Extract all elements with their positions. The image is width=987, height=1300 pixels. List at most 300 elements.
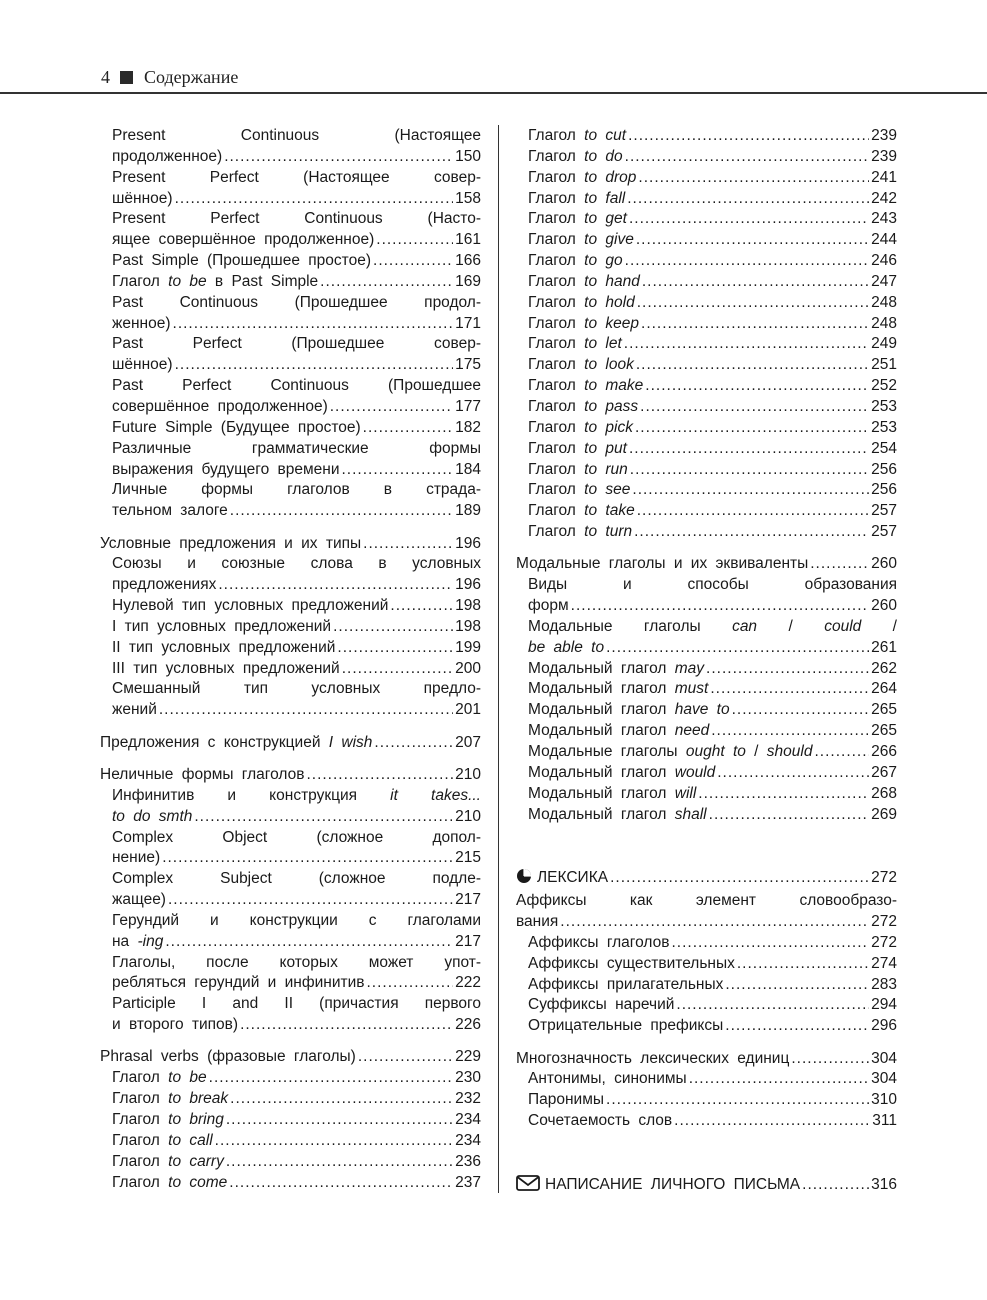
toc-entry-title: Глагол to give	[528, 231, 634, 249]
toc-entry-title: Глагол to let	[528, 335, 622, 353]
toc-entry-title: женное)	[112, 314, 171, 332]
toc-subentry[interactable]	[100, 679, 481, 721]
dot-leader	[638, 168, 869, 189]
dot-leader	[159, 700, 453, 721]
spacer	[516, 1132, 897, 1175]
toc-entry-title: Глагол to look	[528, 356, 634, 374]
dot-leader	[674, 1111, 870, 1132]
toc-subentry[interactable]	[100, 209, 481, 251]
toc-subentry[interactable]	[516, 501, 897, 522]
toc-page-number: 166	[455, 252, 481, 270]
toc-subentry[interactable]	[516, 784, 897, 805]
toc-page-number: 169	[455, 272, 481, 290]
toc-page-number: 161	[455, 231, 481, 249]
toc-subentry[interactable]	[516, 1111, 897, 1132]
toc-entry-title: жащее)	[112, 891, 166, 909]
toc-subentry[interactable]	[100, 251, 481, 272]
dot-leader	[737, 954, 869, 975]
toc-page-number: 236	[455, 1152, 481, 1170]
toc-entry-title: Глагол to be	[112, 1069, 207, 1087]
toc-subentry[interactable]	[516, 293, 897, 314]
dot-leader	[363, 418, 453, 439]
dot-leader	[717, 763, 869, 784]
toc-subentry[interactable]	[100, 418, 481, 439]
toc-page-number: 241	[871, 168, 897, 186]
toc-subentry[interactable]	[100, 1131, 481, 1152]
toc-page-number: 262	[871, 659, 897, 677]
toc-entry-title: Глагол to be в Past Simple	[112, 272, 319, 290]
spacer	[516, 825, 897, 868]
dot-leader	[226, 1152, 453, 1173]
toc-section[interactable]	[100, 1047, 481, 1068]
toc-subentry[interactable]	[100, 293, 481, 335]
toc-page-number: 217	[455, 932, 481, 950]
toc-entry-title: Модальные глаголы и их эквиваленты	[516, 555, 809, 573]
toc-page-number: 229	[455, 1048, 481, 1066]
toc-page-number: 257	[871, 502, 897, 520]
dot-leader	[637, 293, 869, 314]
toc-section[interactable]	[516, 868, 897, 891]
toc-subentry[interactable]	[100, 439, 481, 481]
toc-entry-line: Герундий и конструкции с глаголами	[112, 911, 481, 929]
toc-entry-title: Глагол to pass	[528, 397, 639, 415]
toc-entry-title: тельном залоге	[112, 502, 228, 520]
dot-leader	[630, 460, 869, 481]
toc-subentry[interactable]	[516, 1090, 897, 1111]
toc-entry-line: Participle I and II (причастия первого	[112, 995, 481, 1013]
toc-page-number: 283	[871, 975, 897, 993]
dot-leader	[725, 975, 869, 996]
toc-subentry[interactable]	[100, 953, 481, 995]
dot-leader	[645, 376, 869, 397]
toc-subentry[interactable]	[100, 994, 481, 1036]
toc-page-number: 256	[871, 481, 897, 499]
toc-entry-title: ЛЕКСИКА	[516, 868, 608, 891]
dot-leader	[390, 596, 453, 617]
dot-leader	[230, 1089, 453, 1110]
toc-entry-title: Модальные глаголы ought to / should	[528, 742, 813, 760]
toc-entry-line: Present Continuous (Настоящее	[112, 127, 481, 144]
toc-subentry[interactable]	[516, 376, 897, 397]
toc-page-number: 207	[455, 733, 481, 751]
toc-entry-title: шённое)	[112, 189, 173, 207]
toc-subentry[interactable]	[516, 1069, 897, 1090]
toc-entry-line: Смешанный тип условных предло-	[112, 680, 481, 698]
toc-page-number: 237	[455, 1173, 481, 1191]
dot-leader	[165, 932, 453, 953]
toc-subentry[interactable]	[516, 126, 897, 147]
toc-page-number: 189	[455, 502, 481, 520]
toc-subentry[interactable]	[516, 272, 897, 293]
toc-page-number: 304	[871, 1070, 897, 1088]
toc-page-number: 182	[455, 418, 481, 436]
toc-subentry[interactable]	[100, 869, 481, 911]
dot-leader	[610, 868, 869, 889]
dot-leader	[224, 147, 453, 168]
toc-entry-title: Глагол to run	[528, 460, 628, 478]
dot-leader	[215, 1131, 453, 1152]
toc-page-number: 243	[871, 210, 897, 228]
dot-leader	[635, 418, 869, 439]
toc-subentry[interactable]	[100, 554, 481, 596]
toc-page-number: 264	[871, 680, 897, 698]
toc-entry-line: Инфинитив и конструкция it takes...	[112, 786, 481, 804]
toc-page-number: 265	[871, 722, 897, 740]
toc-page-number: 251	[871, 356, 897, 374]
toc-subentry[interactable]	[516, 397, 897, 418]
toc-page-number: 247	[871, 272, 897, 290]
spacer	[516, 543, 897, 555]
spacer	[100, 1036, 481, 1048]
toc-page-number: 294	[871, 996, 897, 1014]
toc-page-number: 256	[871, 460, 897, 478]
toc-subentry[interactable]	[516, 230, 897, 251]
toc-entry-title: ящее совершённое продолженное)	[112, 231, 375, 249]
toc-entry-title: Глагол to do	[528, 147, 623, 165]
dot-leader	[810, 554, 869, 575]
dot-leader	[194, 807, 453, 828]
toc-page-number: 184	[455, 460, 481, 478]
toc-page-number: 226	[455, 1016, 481, 1034]
toc-entry-line: Аффиксы как элемент словообразо-	[516, 892, 897, 910]
page-header	[101, 66, 238, 88]
toc-entry-title: Глагол to hand	[528, 272, 640, 290]
toc-section[interactable]	[100, 534, 481, 555]
toc-section[interactable]	[100, 765, 481, 786]
dot-leader	[629, 209, 869, 230]
toc-subentry[interactable]	[516, 995, 897, 1016]
dot-leader	[634, 522, 869, 543]
column-divider	[498, 125, 499, 1193]
toc-subentry[interactable]	[516, 334, 897, 355]
toc-entry-title: Модальный глагол shall	[528, 805, 707, 823]
dot-leader	[689, 1069, 869, 1090]
dot-leader	[320, 272, 453, 293]
toc-entry-title: Модальный глагол need	[528, 722, 710, 740]
dot-leader	[560, 912, 869, 933]
toc-entry-title: Аффиксы глаголов	[528, 933, 670, 951]
toc-page-number: 230	[455, 1069, 481, 1087]
toc-subentry[interactable]	[516, 617, 897, 659]
toc-entry-title: Сочетаемость слов	[528, 1112, 673, 1130]
toc-entry-title: вания	[516, 913, 559, 931]
toc-subentry[interactable]	[100, 659, 481, 680]
toc-entry-title: Многозначность лексических единиц	[516, 1049, 790, 1067]
toc-entry-title: Отрицательные префиксы	[528, 1017, 724, 1035]
toc-entry-line: Present Perfect Continuous (Насто-	[112, 210, 481, 228]
toc-subentry[interactable]	[100, 596, 481, 617]
toc-section[interactable]	[516, 1049, 897, 1070]
dot-leader	[571, 596, 869, 617]
toc-entry-title: III тип условных предложений	[112, 659, 340, 677]
toc-entry-line: Союзы и союзные слова в условных	[112, 555, 481, 573]
dot-leader	[671, 933, 869, 954]
toc-page-number: 239	[871, 147, 897, 165]
toc-entry-title: Глагол to pick	[528, 418, 633, 436]
dot-leader	[711, 721, 869, 742]
toc-page-number: 316	[871, 1175, 897, 1193]
toc-entry-title: предложениях	[112, 576, 217, 594]
dot-leader	[306, 765, 453, 786]
toc-page-number: 158	[455, 189, 481, 207]
toc-entry-title: Модальный глагол will	[528, 784, 697, 802]
toc-entry-title: Глагол to hold	[528, 293, 635, 311]
toc-page-number: 311	[872, 1112, 897, 1130]
toc-entry-line: Различные грамматические формы	[112, 439, 481, 457]
dot-leader	[698, 784, 869, 805]
toc-subentry[interactable]	[516, 314, 897, 335]
toc-subentry[interactable]	[516, 975, 897, 996]
toc-page-number: 272	[871, 933, 897, 951]
toc-subentry[interactable]	[516, 805, 897, 826]
toc-entry-line: Past Continuous (Прошедшее продол-	[112, 293, 481, 311]
toc-entry-title: выражения будущего времени	[112, 460, 340, 478]
dot-leader	[791, 1049, 869, 1070]
toc-subentry[interactable]	[516, 189, 897, 210]
toc-entry-title: Модальный глагол would	[528, 763, 716, 781]
toc-subentry[interactable]	[516, 933, 897, 954]
toc-entry-title: Глагол to go	[528, 252, 623, 270]
toc-subentry[interactable]	[100, 786, 481, 828]
toc-page-number: 239	[871, 127, 897, 144]
toc-page-number: 177	[455, 397, 481, 415]
dot-leader	[641, 314, 869, 335]
toc-subentry[interactable]	[100, 1089, 481, 1110]
toc-subentry[interactable]	[516, 721, 897, 742]
dot-leader	[373, 251, 453, 272]
dot-leader	[226, 1110, 453, 1131]
toc-subentry[interactable]	[516, 147, 897, 168]
toc-page-number: 201	[455, 701, 481, 719]
toc-entry-title: форм	[528, 597, 569, 615]
dot-leader	[640, 397, 869, 418]
toc-subentry[interactable]	[516, 168, 897, 189]
toc-entry-line: Past Perfect Continuous (Прошедшее	[112, 377, 481, 395]
dot-leader	[376, 230, 453, 251]
toc-section[interactable]	[100, 733, 481, 754]
dot-leader	[358, 1047, 453, 1068]
toc-subentry[interactable]	[100, 1173, 481, 1194]
toc-entry-title: ребляться герундий и инфинитив	[112, 974, 365, 992]
dot-leader	[636, 230, 869, 251]
toc-entry-title: Глагол to break	[112, 1090, 229, 1108]
dot-leader	[624, 334, 869, 355]
toc-entry-title: Условные предложения и их типы	[100, 534, 362, 552]
toc-entry-line: Complex Object (сложное допол-	[112, 828, 481, 846]
toc-right-column	[516, 126, 897, 1198]
dot-leader	[342, 460, 454, 481]
toc-entry-title: Суффиксы наречий	[528, 996, 675, 1014]
toc-page-number: 254	[871, 439, 897, 457]
toc-page-number: 215	[455, 849, 481, 867]
toc-entry-title: Паронимы	[528, 1091, 605, 1109]
toc-subentry[interactable]	[100, 376, 481, 418]
toc-entry-title: Глагол to make	[528, 377, 644, 395]
toc-subentry[interactable]	[100, 638, 481, 659]
dot-leader	[710, 679, 869, 700]
toc-subentry[interactable]	[100, 334, 481, 376]
toc-subentry[interactable]	[516, 679, 897, 700]
toc-entry-title: Глагол to get	[528, 210, 627, 228]
toc-page-number: 260	[871, 597, 897, 615]
toc-page-number: 310	[871, 1091, 897, 1109]
toc-page-number: 248	[871, 314, 897, 332]
toc-page-number: 200	[455, 659, 481, 677]
toc-entry-line: Модальные глаголы can / could /	[528, 617, 897, 635]
toc-entry-title: Глагол to come	[112, 1173, 228, 1191]
toc-page-number: 150	[455, 147, 481, 165]
toc-entry-line: Глаголы, после которых может упот-	[112, 953, 481, 971]
toc-entry-title: Аффиксы прилагательных	[528, 975, 724, 993]
toc-entry-title: на -ing	[112, 932, 164, 950]
envelope-icon	[516, 1175, 540, 1198]
toc-entry-title: Глагол to put	[528, 439, 627, 457]
dot-leader	[629, 439, 869, 460]
toc-subentry[interactable]	[100, 911, 481, 953]
toc-subentry[interactable]	[516, 742, 897, 763]
toc-page-number: 198	[455, 597, 481, 615]
square-marker-icon	[120, 71, 133, 84]
toc-section[interactable]	[516, 1175, 897, 1198]
toc-entry-title: I тип условных предложений	[112, 617, 332, 635]
toc-entry-title: жений	[112, 701, 157, 719]
dot-leader	[606, 1090, 869, 1111]
toc-entry-line: Личные формы глаголов в страда-	[112, 481, 481, 499]
toc-subentry[interactable]	[516, 460, 897, 481]
toc-entry-title: Глагол to cut	[528, 127, 627, 144]
dot-leader	[366, 973, 453, 994]
page-number: 4	[101, 66, 110, 87]
dot-leader	[363, 534, 453, 555]
dot-leader	[230, 501, 453, 522]
toc-subentry[interactable]	[100, 272, 481, 293]
dot-leader	[802, 1175, 869, 1196]
header-rule	[0, 92, 987, 94]
toc-entry-title: to do smth	[112, 807, 193, 825]
dot-leader	[625, 147, 869, 168]
toc-entry-title: совершённое продолженное)	[112, 397, 328, 415]
dot-leader	[330, 397, 453, 418]
toc-subentry[interactable]	[516, 209, 897, 230]
toc-page-number: 304	[871, 1049, 897, 1067]
dot-leader	[168, 890, 453, 911]
toc-page-number: 261	[871, 638, 897, 656]
dot-leader	[218, 575, 453, 596]
toc-subentry[interactable]	[516, 575, 897, 617]
dot-leader	[175, 355, 454, 376]
dot-leader	[173, 314, 454, 335]
toc-page-number: 222	[455, 974, 481, 992]
toc-entry-title: Модальный глагол have to	[528, 701, 730, 719]
toc-entry-title: Предложения с конструкцией I wish	[100, 733, 373, 751]
toc-subentry[interactable]	[100, 480, 481, 522]
toc-entry-title: НАПИСАНИЕ ЛИЧНОГО ПИСЬМА	[516, 1175, 800, 1198]
toc-subentry[interactable]	[100, 168, 481, 210]
dot-leader	[337, 638, 453, 659]
toc-subentry[interactable]	[516, 522, 897, 543]
toc-subentry[interactable]	[516, 439, 897, 460]
toc-subentry[interactable]	[516, 700, 897, 721]
toc-page-number: 244	[871, 231, 897, 249]
toc-page-number: 199	[455, 638, 481, 656]
dot-leader	[732, 700, 870, 721]
toc-page-number: 210	[455, 765, 481, 783]
toc-page-number: 253	[871, 397, 897, 415]
toc-subentry[interactable]	[516, 1016, 897, 1037]
spacer	[100, 721, 481, 733]
toc-subentry[interactable]	[516, 251, 897, 272]
toc-page-number: 196	[455, 576, 481, 594]
toc-subentry[interactable]	[100, 617, 481, 638]
toc-entry-title: Глагол to carry	[112, 1152, 224, 1170]
toc-subentry[interactable]	[516, 418, 897, 439]
dot-leader	[374, 733, 453, 754]
toc-page-number: 260	[871, 555, 897, 573]
toc-entry-title: Глагол to take	[528, 502, 635, 520]
toc-entry-title: Неличные формы глаголов	[100, 765, 305, 783]
dot-leader	[814, 742, 869, 763]
toc-subentry[interactable]	[516, 954, 897, 975]
page-title: Содержание	[144, 66, 239, 87]
spacer	[100, 753, 481, 765]
toc-entry-line: Present Perfect (Настоящее совер-	[112, 168, 481, 186]
toc-page-number: 242	[871, 189, 897, 207]
toc-page-number: 257	[871, 523, 897, 541]
dot-leader	[627, 189, 869, 210]
dot-leader	[175, 189, 454, 210]
dot-leader	[706, 659, 869, 680]
toc-entry-line: Complex Subject (сложное подле-	[112, 870, 481, 888]
dot-leader	[709, 805, 869, 826]
toc-entry-title: Глагол to bring	[112, 1110, 224, 1128]
toc-page-number: 246	[871, 252, 897, 270]
toc-subentry[interactable]	[100, 828, 481, 870]
toc-page-number: 272	[871, 869, 897, 887]
spacer	[516, 1037, 897, 1049]
toc-subentry[interactable]	[100, 1110, 481, 1131]
toc-entry-title: Глагол to fall	[528, 189, 626, 207]
toc-page-number: 252	[871, 377, 897, 395]
toc-page-number: 269	[871, 805, 897, 823]
toc-subentry[interactable]	[516, 480, 897, 501]
toc-page-number: 217	[455, 891, 481, 909]
dot-leader	[632, 480, 869, 501]
toc-page-number: 296	[871, 1017, 897, 1035]
toc-section[interactable]	[516, 554, 897, 575]
toc-entry-title: Глагол to see	[528, 481, 631, 499]
dot-leader	[342, 659, 453, 680]
toc-subentry[interactable]	[100, 1068, 481, 1089]
dot-leader	[209, 1068, 453, 1089]
toc-page-number: 268	[871, 784, 897, 802]
toc-page-number: 267	[871, 763, 897, 781]
dot-leader	[229, 1173, 453, 1194]
dot-leader	[628, 126, 869, 147]
toc-entry-line: Виды и способы образования	[528, 576, 897, 594]
toc-entry-title: Phrasal verbs (фразовые глаголы)	[100, 1048, 356, 1066]
toc-page-number: 253	[871, 418, 897, 436]
toc-subentry[interactable]	[516, 355, 897, 376]
toc-subentry[interactable]	[516, 659, 897, 680]
spacer	[100, 522, 481, 534]
toc-section[interactable]	[516, 891, 897, 933]
toc-subentry[interactable]	[100, 126, 481, 168]
toc-entry-title: Глагол to call	[112, 1131, 213, 1149]
dot-leader	[606, 638, 869, 659]
dot-leader	[676, 995, 869, 1016]
toc-subentry[interactable]	[100, 1152, 481, 1173]
toc-subentry[interactable]	[516, 763, 897, 784]
